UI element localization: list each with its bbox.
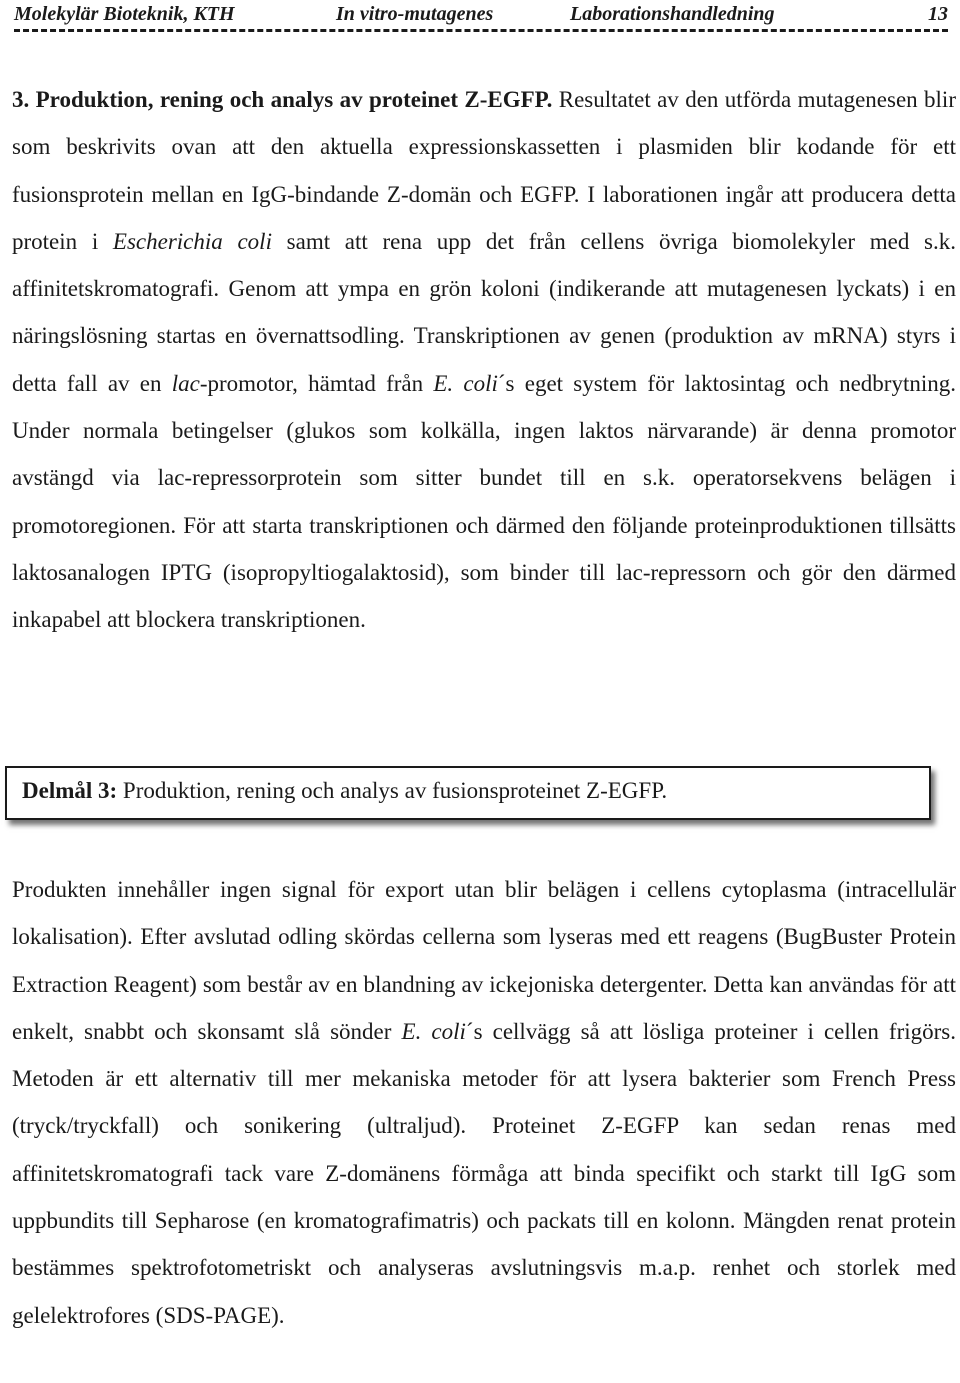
- goal-statement: [22, 773, 667, 809]
- organism-abbrev: E. coli: [401, 1018, 466, 1044]
- page-header: [14, 0, 948, 30]
- goal-text: Produktion, rening och analys av fusionsproteinet Z-EGFP.: [117, 778, 668, 803]
- goal-label: Delmål 3:: [22, 778, 118, 803]
- organism-abbrev: E. coli: [433, 370, 498, 396]
- header-dashed-divider: [14, 29, 948, 46]
- paragraph-text: -promotor, hämtad från: [199, 370, 434, 396]
- lac-term: lac: [171, 370, 200, 396]
- goal-box: [5, 766, 931, 820]
- header-topic: In vitro-mutagenes: [336, 3, 494, 25]
- body-paragraph: [12, 866, 956, 1339]
- section-paragraph: [12, 76, 956, 644]
- paragraph-text: ´s cellvägg så att lösliga proteiner i cellen frigörs. Metoden är ett alternativ till mer mekaniska metoder för att lysera bakterier som French Press (tryck/tryckfall) och sonikering (ultraljud). Proteinet Z-EGFP kan sedan renas med affinitetskromatografi tack vare Z-domänens förmåga att binda specifikt och starkt till IgG som uppbundits till Sepharose (en kromatografimatris) och packats till en kolonn. Mängden renat protein bestämmes spektrofotometriskt och analyseras avslutningsvis m.a.p. renhet och storlek med gelelektrofores (SDS-PAGE).: [12, 1018, 957, 1328]
- paragraph-text: Produkten innehåller ingen signal för export utan blir belägen i cellens cytoplasma (intracellulär lokalisation). Efter avslutad odling skördas cellerna som lyseras med ett reagens (BugBuster Protein Extraction Reagent) som består av en blandning av ickejoniska detergenter. Detta kan användas för att enkelt, snabbt och skonsamt slå sönder: [12, 877, 956, 1044]
- header-doc-type: Laborationshandledning: [570, 3, 775, 25]
- paragraph-text: Resultatet av den utförda mutagenesen blir som beskrivits ovan att den aktuella expressionskassetten i plasmiden blir kodande för ett fusionsprotein mellan en IgG-bindande Z-domän och EGFP. I laborationen ingår att producera detta protein i: [12, 87, 956, 254]
- section-heading: 3. Produktion, rening och analys av proteinet Z-EGFP.: [12, 87, 553, 112]
- organism-name: Escherichia coli: [112, 228, 272, 254]
- paragraph-text: ´s eget system för laktosintag och nedbrytning. Under normala betingelser (glukos som kolkälla, ingen laktos närvarande) är denna promotor avstängd via lac-repressorprotein som sitter bundet till en s.k. operatorsekvens belägen i promotoregionen. För att starta transkriptionen och därmed den följande proteinproduktionen tillsätts laktosanalogen IPTG (isopropyltiogalaktosid), som binder till lac-repressorn och gör den därmed inkapabel att blockera transkriptionen.: [12, 370, 956, 633]
- paragraph-text: samt att rena upp det från cellens övriga biomolekyler med s.k. affinitetskromatografi. Genom att ympa en grön koloni (indikerande att mutagenesen lyckats) i en näringslösning startas en övernattsodling. Transkriptionen av genen (produktion av mRNA) styrs i detta fall av en: [12, 228, 956, 396]
- header-course: Molekylär Bioteknik, KTH: [14, 3, 235, 25]
- page-number: 13: [928, 3, 948, 25]
